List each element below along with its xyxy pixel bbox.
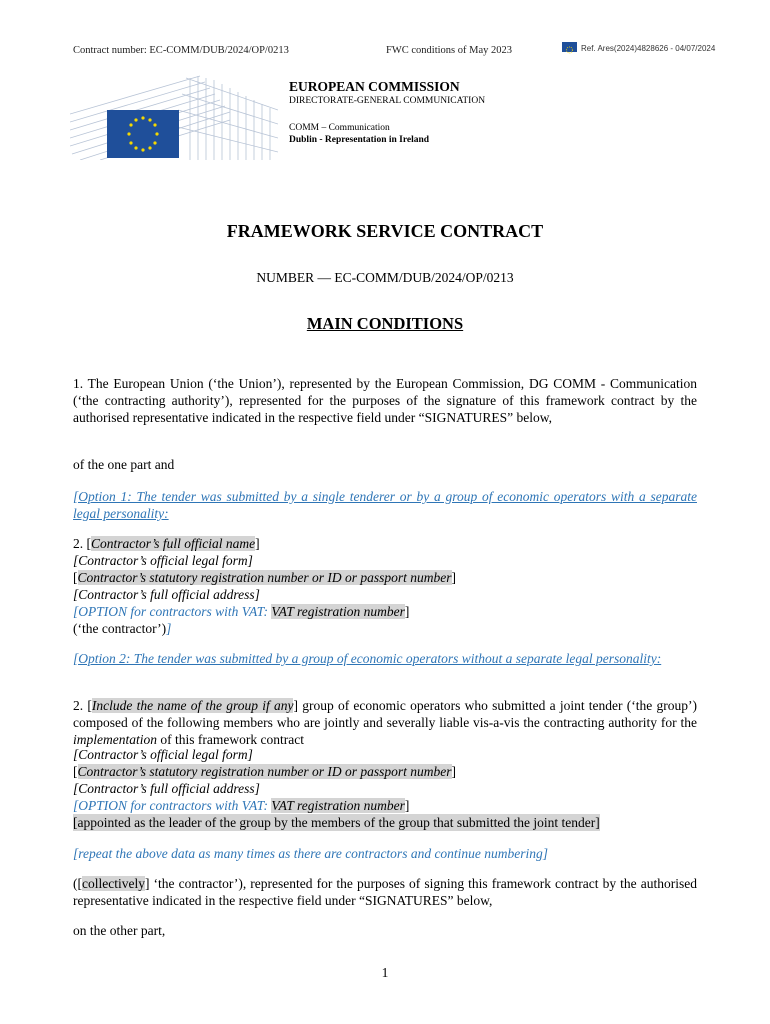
label: [	[73, 764, 78, 779]
label: ]	[451, 764, 457, 779]
option-1-block	[73, 535, 697, 637]
option-1-heading: [Option 1: The tender was submitted by a single tenderer or by a group of economic operators with a separate legal personality:	[73, 489, 697, 521]
eu-flag-icon	[562, 42, 577, 52]
vat-option-label: [OPTION for contractors with VAT:	[73, 798, 272, 813]
placeholder-field: [Contractor’s full official address]	[73, 781, 260, 796]
label: ]	[404, 798, 410, 813]
fwc-conditions-header: FWC conditions of May 2023	[386, 45, 512, 56]
organization-name: EUROPEAN COMMISSION	[289, 79, 460, 94]
contractor-label: (‘the contractor’)	[73, 621, 167, 636]
label: ] group of economic operators who submitted a joint tender (‘the group’) composed of the following members who are jointly and severally liable vis-a-vis the contracting authority for the	[73, 698, 697, 730]
placeholder-field: [Contractor’s official legal form]	[73, 553, 253, 568]
placeholder-field: VAT registration number	[271, 798, 405, 813]
label: ] ‘the contractor’), represented for the purposes of signing this framework contract by the authorised representative indicated in the respective field under “SIGNATURES” below,	[73, 876, 697, 908]
label: ]	[451, 570, 457, 585]
label: 2. [	[73, 698, 92, 713]
one-part-text: of the one part and	[73, 457, 175, 472]
placeholder-field: VAT registration number	[271, 604, 405, 619]
placeholder-field: collectively	[82, 876, 145, 891]
label: ([	[73, 876, 82, 891]
placeholder-field: Contractor’s full official name	[91, 536, 256, 551]
placeholder-field: [Contractor’s official legal form]	[73, 747, 253, 762]
placeholder-field: Contractor’s statutory registration number or ID or passport number	[77, 764, 452, 779]
european-commission-logo	[70, 74, 278, 160]
contract-number: NUMBER — EC-COMM/DUB/2024/OP/0213	[256, 270, 514, 285]
placeholder-field: Contractor’s statutory registration number or ID or passport number	[77, 570, 452, 585]
page-number: 1	[381, 965, 389, 980]
reference-stamp: Ref. Ares(2024)4828626 - 04/07/2024	[581, 44, 716, 53]
contract-number-header: Contract number: EC-COMM/DUB/2024/OP/0213	[73, 45, 289, 56]
unit-name: COMM – Communication	[289, 123, 390, 133]
collective-paragraph	[73, 875, 697, 909]
placeholder-field: [Contractor’s full official address]	[73, 587, 260, 602]
placeholder-field: Include the name of the group if any	[91, 698, 294, 713]
implementation-term: implementation	[73, 732, 157, 747]
option-2-block	[73, 746, 697, 831]
party-one-paragraph: 1. The European Union (‘the Union’), represented by the European Commission, DG COMM - Communication (‘the contracting authority’), represented for the purposes of the signature of this framework contract by the authorised representative indicated in the respective field under “SIGNATURES” below,	[73, 376, 697, 425]
office-name: Dublin - Representation in Ireland	[289, 135, 430, 145]
document-title: FRAMEWORK SERVICE CONTRACT	[226, 221, 544, 241]
label: of this framework contract	[157, 732, 304, 747]
label: ]	[255, 536, 260, 551]
other-part-text: on the other part,	[73, 923, 166, 938]
label: [	[73, 570, 78, 585]
repeat-instruction: [repeat the above data as many times as there are contractors and continue numbering]	[73, 846, 549, 861]
label: ]	[404, 604, 410, 619]
closing-bracket: ]	[166, 621, 172, 636]
directorate-general: DIRECTORATE-GENERAL COMMUNICATION	[289, 96, 486, 106]
section-heading: MAIN CONDITIONS	[306, 314, 464, 333]
label: 2. [	[73, 536, 91, 551]
vat-option-label: [OPTION for contractors with VAT:	[73, 604, 272, 619]
option-2-intro	[73, 697, 697, 748]
option-2-heading: [Option 2: The tender was submitted by a group of economic operators without a separate legal personality:	[73, 651, 662, 666]
leader-appointment: [appointed as the leader of the group by the members of the group that submitted the joint tender]	[73, 815, 600, 830]
